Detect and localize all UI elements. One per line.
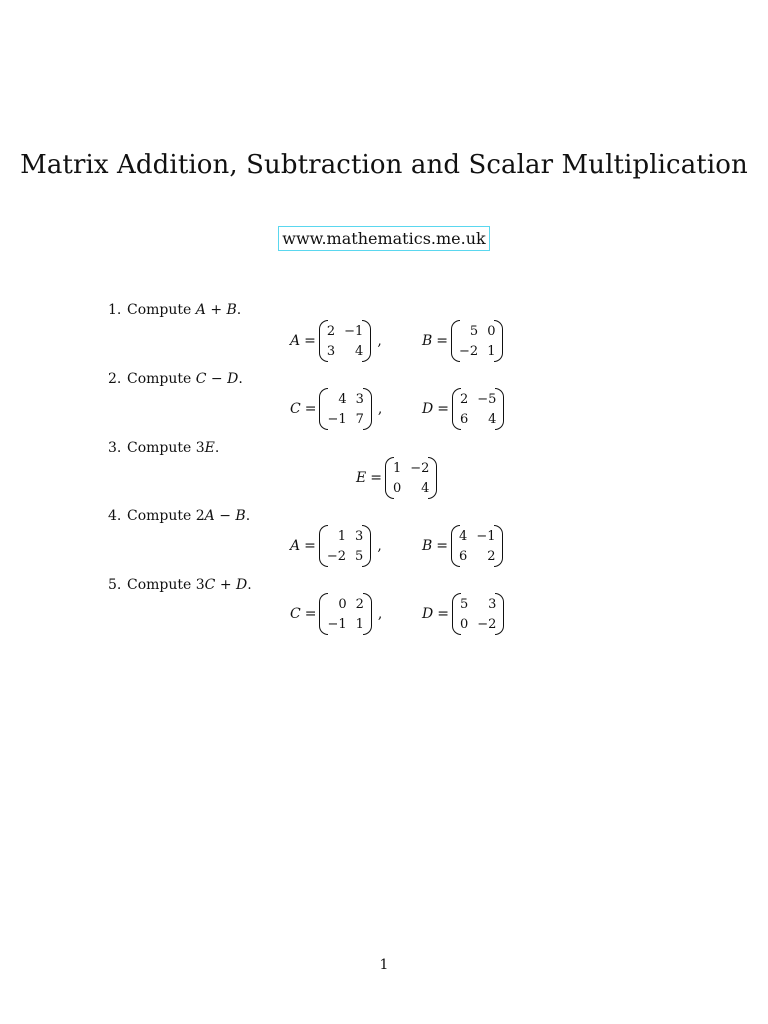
problem-4-matrices bbox=[0, 523, 768, 569]
matrix-a: 1 3 −2 5 bbox=[319, 525, 371, 567]
matrix-c: 4 3 −1 7 bbox=[319, 388, 371, 430]
matrix-equation: B = 5 0 −2 1 bbox=[422, 318, 503, 364]
problem-5: 5. Compute 3C + D. bbox=[108, 577, 252, 593]
problem-2: 2. Compute C − D. bbox=[108, 371, 243, 387]
matrix-c: 0 2 −1 1 bbox=[319, 593, 371, 635]
matrix-equation: C = 0 2 −1 1 , bbox=[290, 591, 382, 637]
problem-3: 3. Compute 3E. bbox=[108, 440, 220, 456]
website-link[interactable]: www.mathematics.me.uk bbox=[278, 226, 489, 251]
problem-4: 4. Compute 2A − B. bbox=[108, 508, 251, 524]
page-title: Matrix Addition, Subtraction and Scalar Multiplication bbox=[20, 150, 748, 180]
matrix-b: 4 −1 6 2 bbox=[451, 525, 503, 567]
problem-1: 1. Compute A + B. bbox=[108, 302, 242, 318]
page-number: 1 bbox=[379, 957, 389, 973]
matrix-equation: E = 1 −2 0 4 bbox=[356, 455, 437, 501]
matrix-equation: D = 2 −5 6 4 bbox=[422, 386, 504, 432]
matrix-equation: C = 4 3 −1 7 , bbox=[290, 386, 382, 432]
matrix-a: 2 −1 3 4 bbox=[319, 320, 371, 362]
problem-1-matrices bbox=[0, 318, 768, 364]
matrix-equation: B = 4 −1 6 2 bbox=[422, 523, 503, 569]
matrix-e: 1 −2 0 4 bbox=[385, 457, 437, 499]
problem-2-matrices bbox=[0, 386, 768, 432]
matrix-equation: A = 2 −1 3 4 , bbox=[290, 318, 382, 364]
matrix-b: 5 0 −2 1 bbox=[451, 320, 503, 362]
problem-3-matrices bbox=[0, 455, 768, 501]
matrix-equation: A = 1 3 −2 5 , bbox=[290, 523, 382, 569]
problem-5-matrices bbox=[0, 591, 768, 637]
matrix-d: 5 3 0 −2 bbox=[452, 593, 504, 635]
matrix-equation: D = 5 3 0 −2 bbox=[422, 591, 504, 637]
matrix-d: 2 −5 6 4 bbox=[452, 388, 504, 430]
